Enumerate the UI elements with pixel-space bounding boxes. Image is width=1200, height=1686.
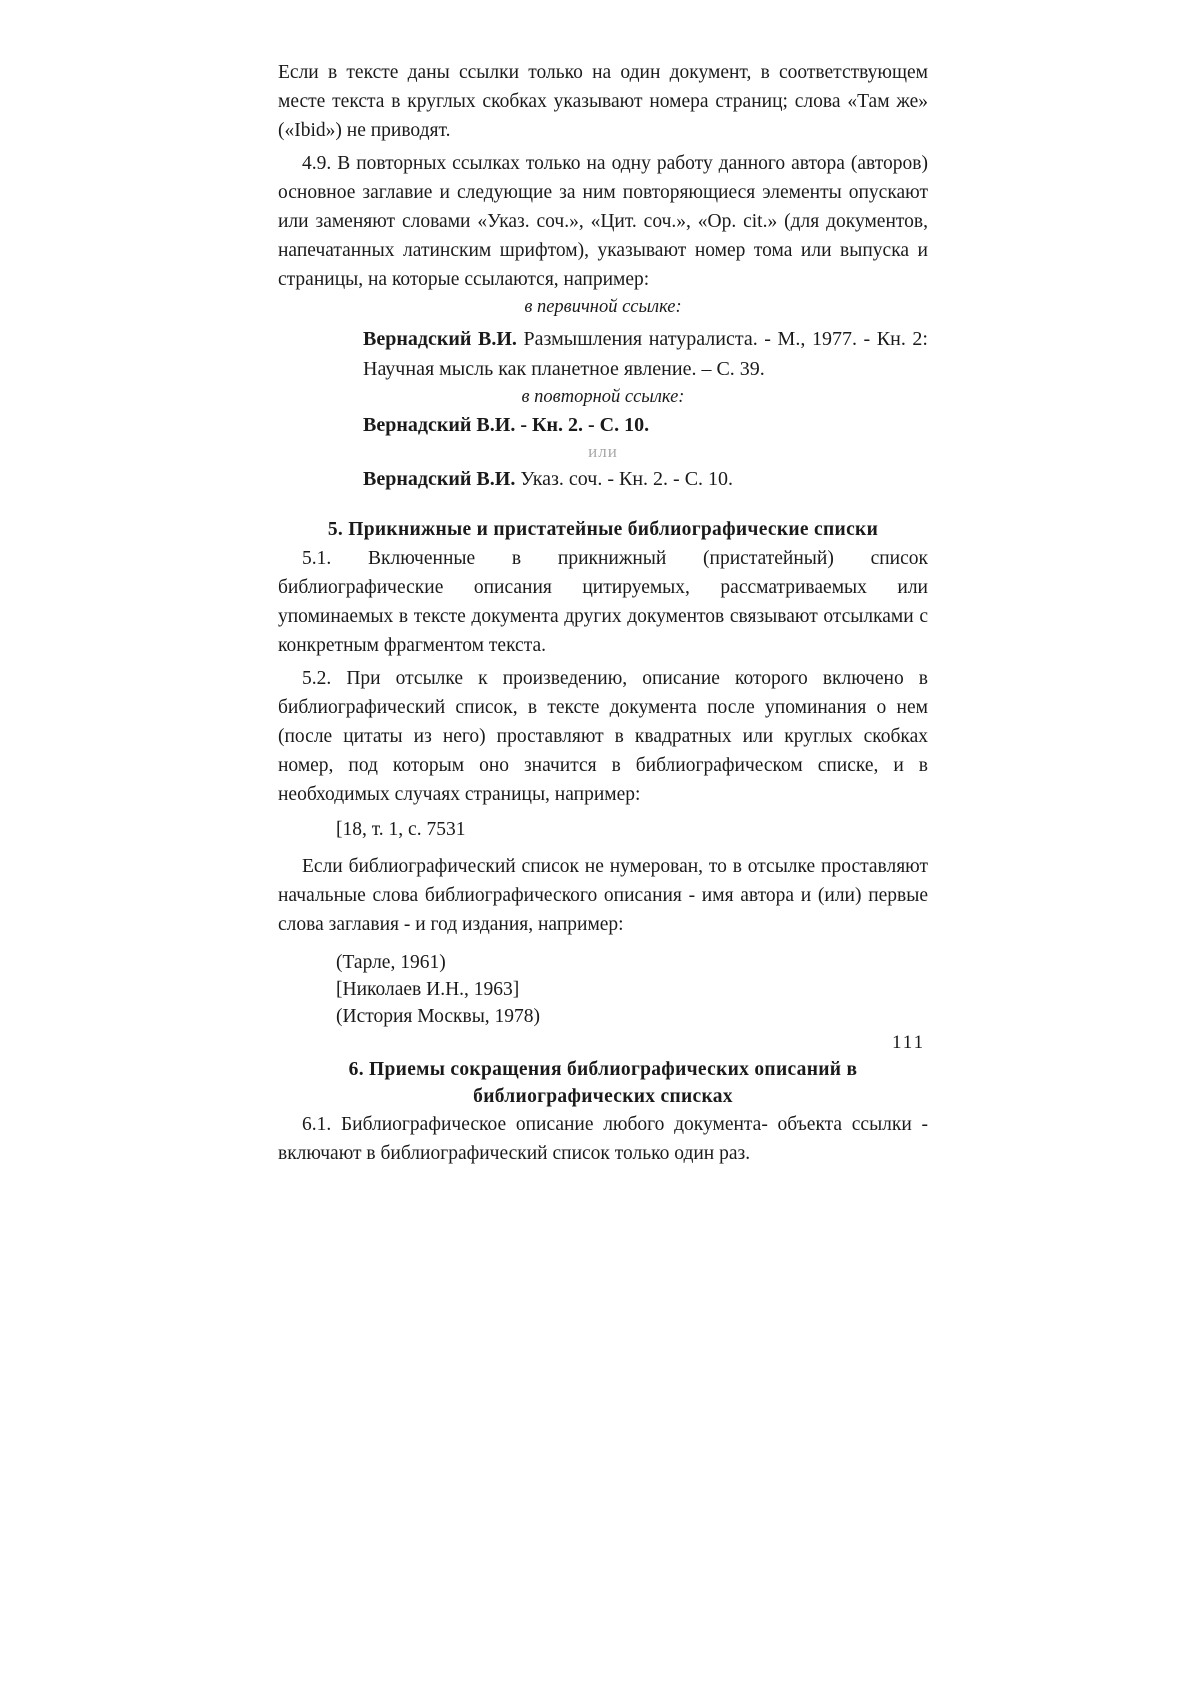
paragraph-5-1: 5.1. Включенные в прикнижный (пристатейный) список библиографические описания цитируемых, рассматриваемых или упоминаемых в тексте документа других документов связывают отсылками с конкретным фрагментом текста. xyxy=(278,544,928,660)
page-body xyxy=(278,58,928,1168)
section-6-heading xyxy=(278,1056,928,1110)
or-separator: или xyxy=(278,440,928,464)
example-repeat-alt-text: Указ. соч. - Кн. 2. - С. 10. xyxy=(515,468,733,490)
example-primary-text: Размышления натуралиста. - М., 1977. - Кн. 2: Научная мысль как планетное явление. – С. 39. xyxy=(363,328,928,380)
citation-list-item: (История Москвы, 1978) xyxy=(336,1003,928,1030)
citation-list-item: (Тарле, 1961) xyxy=(336,949,928,976)
paragraph-5-2: 5.2. При отсылке к произведению, описание которого включено в библиографический список, в тексте документа после упоминания о нем (после цитаты из него) проставляют в квадратных или круглых скобках номер, под которым оно значится в библиографическом списке, и в необходимых случаях страницы, например: xyxy=(278,664,928,809)
example-primary-reference xyxy=(278,324,928,384)
citation-example: [18, т. 1, с. 7531 xyxy=(278,815,928,844)
citation-list xyxy=(278,949,928,1030)
label-primary-reference: в первичной ссылке: xyxy=(278,294,928,320)
paragraph-6-1: 6.1. Библиографическое описание любого документа- объекта ссылки - включают в библиографический список только один раз. xyxy=(278,1110,928,1168)
example-repeat-alt xyxy=(278,464,928,494)
example-repeat-reference: Вернадский В.И. - Кн. 2. - С. 10. xyxy=(278,410,928,440)
paragraph-if-one-document: Если в тексте даны ссылки только на один документ, в соответствующем месте текста в круглых скобках указывают номера страниц; слова «Там же» («Ibid») не приводят. xyxy=(278,58,928,145)
page-number: 111 xyxy=(892,1032,925,1054)
paragraph-4-9: 4.9. В повторных ссылках только на одну работу данного автора (авторов) основное заглавие и следующие за ним повторяющиеся элементы опускают или заменяют словами «Указ. соч.», «Цит. соч.», «Ор. cit.» (для документов, напечатанных латинским шрифтом), указывают номер тома или выпуска и страницы, на которые ссылаются, например: xyxy=(278,149,928,294)
section-6-heading-line1: 6. Приемы сокращения библиографических описаний в xyxy=(278,1056,928,1083)
example-primary-author: Вернадский В.И. xyxy=(363,328,517,350)
citation-list-item: [Николаев И.Н., 1963] xyxy=(336,976,928,1003)
section-6-heading-line2: библиографических списках xyxy=(278,1083,928,1110)
paragraph-not-numbered: Если библиографический список не нумерован, то в отсылке проставляют начальные слова библиографического описания - имя автора и (или) первые слова заглавия - и год издания, например: xyxy=(278,852,928,939)
section-5-heading: 5. Прикнижные и пристатейные библиографические списки xyxy=(278,516,928,544)
example-repeat-alt-author: Вернадский В.И. xyxy=(363,468,515,490)
label-repeat-reference: в повторной ссылке: xyxy=(278,384,928,410)
